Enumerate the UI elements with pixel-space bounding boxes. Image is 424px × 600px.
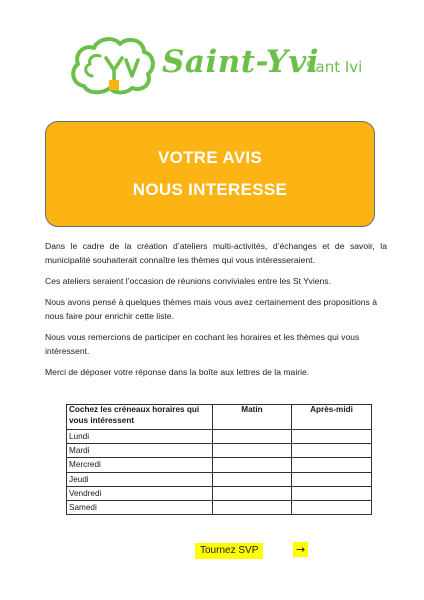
- column-header-matin: Matin: [213, 405, 292, 430]
- brand-name: Saint-Yvi: [162, 44, 319, 80]
- checkbox-cell-matin[interactable]: [213, 430, 292, 444]
- banner-line-2: NOUS INTERESSE: [132, 180, 288, 199]
- checkbox-cell-apres-midi[interactable]: [292, 458, 372, 472]
- day-label: Lundi: [67, 430, 213, 444]
- checkbox-cell-matin[interactable]: [213, 458, 292, 472]
- day-label: Vendredi: [67, 486, 213, 500]
- checkbox-cell-matin[interactable]: [213, 444, 292, 458]
- paragraph: Nous vous remercions de participer en cochant les horaires et les thèmes qui vous intéressent.: [45, 332, 360, 356]
- table-row: [67, 430, 372, 444]
- checkbox-cell-apres-midi[interactable]: [292, 430, 372, 444]
- turn-over-note: Tournez SVP: [195, 543, 263, 559]
- paragraph: Dans le cadre de la création d’ateliers multi-activités, d’échanges et de savoir, la municipalité souhaiterait connaître les thèmes qui vous intéresseraient.: [45, 241, 387, 265]
- checkbox-cell-apres-midi[interactable]: [292, 444, 372, 458]
- checkbox-cell-matin[interactable]: [213, 472, 292, 486]
- table-row: [67, 458, 372, 472]
- paragraph: Merci de déposer votre réponse dans la boîte aux lettres de la mairie.: [45, 367, 310, 377]
- table-header-row: [67, 405, 372, 430]
- table-row: [67, 444, 372, 458]
- column-header-slots: Cochez les créneaux horaires qui vous intéressent: [67, 405, 213, 430]
- saint-yvi-tree-logo-icon: [70, 36, 156, 96]
- arrow-right-icon: →: [293, 542, 308, 557]
- day-label: Jeudi: [67, 472, 213, 486]
- paragraph: Nous avons pensé à quelques thèmes mais vous avez certainement des propositions à nous faire pour enrichir cette liste.: [45, 297, 378, 321]
- day-label: Samedi: [67, 500, 213, 514]
- checkbox-cell-apres-midi[interactable]: [292, 500, 372, 514]
- checkbox-cell-matin[interactable]: [213, 500, 292, 514]
- column-header-apres-midi: Après-midi: [292, 405, 372, 430]
- checkbox-cell-apres-midi[interactable]: [292, 486, 372, 500]
- checkbox-cell-apres-midi[interactable]: [292, 472, 372, 486]
- title-banner: [45, 121, 375, 227]
- schedule-table: [66, 404, 372, 515]
- paragraph: Ces ateliers seraient l’occasion de réunions conviviales entre les St Yviens.: [45, 276, 331, 286]
- checkbox-cell-matin[interactable]: [213, 486, 292, 500]
- table-row: [67, 486, 372, 500]
- table-row: [67, 500, 372, 514]
- day-label: Mardi: [67, 444, 213, 458]
- day-label: Mercredi: [67, 458, 213, 472]
- table-row: [67, 472, 372, 486]
- brand-subtitle: Sant Ivi: [306, 58, 363, 76]
- banner-line-1: VOTRE AVIS: [157, 148, 263, 167]
- logo: [70, 36, 370, 96]
